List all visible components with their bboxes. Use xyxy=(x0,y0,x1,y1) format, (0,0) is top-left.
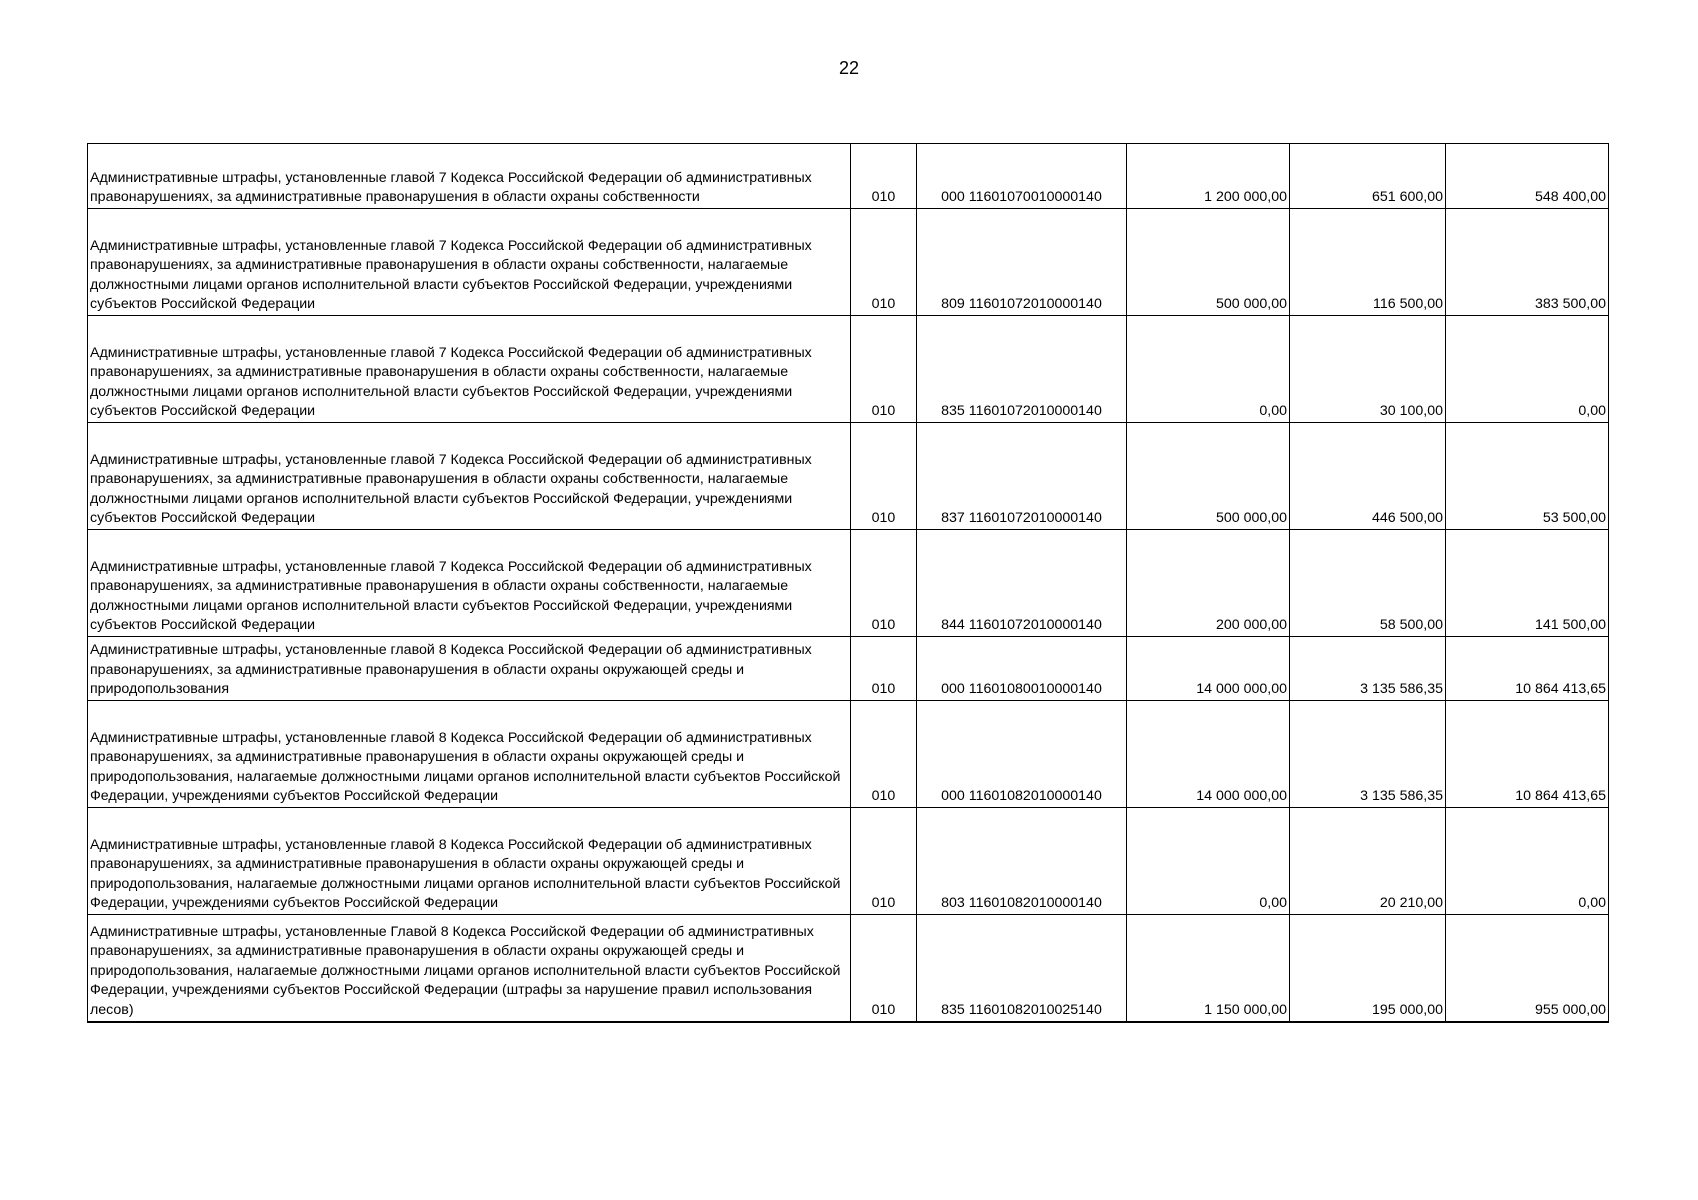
row-unexecuted: 548 400,00 xyxy=(1446,144,1609,209)
table-row xyxy=(88,209,1609,316)
row-name: Административные штрафы, установленные главой 7 Кодекса Российской Федерации об административных правонарушениях, за административные правонарушения в области охраны собственности, налагаемые должностными лицами органов исполнительной власти субъектов Российской Федерации, учреждениями субъектов Российской Федерации xyxy=(88,423,851,530)
row-executed: 20 210,00 xyxy=(1290,808,1446,915)
row-name: Административные штрафы, установленные главой 7 Кодекса Российской Федерации об административных правонарушениях, за административные правонарушения в области охраны собственности xyxy=(88,144,851,209)
row-executed: 58 500,00 xyxy=(1290,530,1446,637)
row-line-code: 010 xyxy=(851,637,917,701)
row-income-code: 837 11601072010000140 xyxy=(917,423,1127,530)
row-name: Административные штрафы, установленные главой 8 Кодекса Российской Федерации об административных правонарушениях, за административные правонарушения в области охраны окружающей среды и природопользования, налагаемые должностными лицами органов исполнительной власти субъектов Российской Федерации, учреждениями субъектов Российской Федерации xyxy=(88,808,851,915)
table-row xyxy=(88,530,1609,637)
row-approved: 14 000 000,00 xyxy=(1127,701,1290,808)
row-unexecuted: 141 500,00 xyxy=(1446,530,1609,637)
row-name: Административные штрафы, установленные Главой 8 Кодекса Российской Федерации об административных правонарушениях, за административные правонарушения в области охраны окружающей среды и природопользования, налагаемые должностными лицами органов исполнительной власти субъектов Российской Федерации, учреждениями субъектов Российской Федерации (штрафы за нарушение правил использования лесов) xyxy=(88,915,851,1022)
row-income-code: 803 11601082010000140 xyxy=(917,808,1127,915)
row-line-code: 010 xyxy=(851,316,917,423)
row-executed: 3 135 586,35 xyxy=(1290,637,1446,701)
row-line-code: 010 xyxy=(851,423,917,530)
row-income-code: 000 11601080010000140 xyxy=(917,637,1127,701)
table-row xyxy=(88,144,1609,209)
row-approved: 500 000,00 xyxy=(1127,209,1290,316)
row-income-code: 000 11601070010000140 xyxy=(917,144,1127,209)
row-name: Административные штрафы, установленные главой 7 Кодекса Российской Федерации об административных правонарушениях, за административные правонарушения в области охраны собственности, налагаемые должностными лицами органов исполнительной власти субъектов Российской Федерации, учреждениями субъектов Российской Федерации xyxy=(88,530,851,637)
table-row xyxy=(88,808,1609,915)
row-line-code: 010 xyxy=(851,701,917,808)
row-executed: 651 600,00 xyxy=(1290,144,1446,209)
row-name: Административные штрафы, установленные главой 8 Кодекса Российской Федерации об административных правонарушениях, за административные правонарушения в области охраны окружающей среды и природопользования, налагаемые должностными лицами органов исполнительной власти субъектов Российской Федерации, учреждениями субъектов Российской Федерации xyxy=(88,701,851,808)
row-approved: 1 200 000,00 xyxy=(1127,144,1290,209)
table-row xyxy=(88,637,1609,701)
row-unexecuted: 10 864 413,65 xyxy=(1446,701,1609,808)
row-unexecuted: 0,00 xyxy=(1446,808,1609,915)
row-line-code: 010 xyxy=(851,915,917,1022)
page-number: 22 xyxy=(838,58,860,78)
row-approved: 1 150 000,00 xyxy=(1127,915,1290,1022)
row-income-code: 809 11601072010000140 xyxy=(917,209,1127,316)
row-name: Административные штрафы, установленные главой 7 Кодекса Российской Федерации об административных правонарушениях, за административные правонарушения в области охраны собственности, налагаемые должностными лицами органов исполнительной власти субъектов Российской Федерации, учреждениями субъектов Российской Федерации xyxy=(88,316,851,423)
row-line-code: 010 xyxy=(851,209,917,316)
row-unexecuted: 0,00 xyxy=(1446,316,1609,423)
row-name: Административные штрафы, установленные главой 7 Кодекса Российской Федерации об административных правонарушениях, за административные правонарушения в области охраны собственности, налагаемые должностными лицами органов исполнительной власти субъектов Российской Федерации, учреждениями субъектов Российской Федерации xyxy=(88,209,851,316)
row-unexecuted: 955 000,00 xyxy=(1446,915,1609,1022)
row-income-code: 835 11601082010025140 xyxy=(917,915,1127,1022)
row-line-code: 010 xyxy=(851,808,917,915)
row-approved: 0,00 xyxy=(1127,808,1290,915)
row-executed: 30 100,00 xyxy=(1290,316,1446,423)
row-approved: 14 000 000,00 xyxy=(1127,637,1290,701)
income-table xyxy=(87,143,1609,1023)
row-line-code: 010 xyxy=(851,144,917,209)
row-executed: 446 500,00 xyxy=(1290,423,1446,530)
row-executed: 116 500,00 xyxy=(1290,209,1446,316)
row-unexecuted: 10 864 413,65 xyxy=(1446,637,1609,701)
table-row xyxy=(88,701,1609,808)
row-income-code: 844 11601072010000140 xyxy=(917,530,1127,637)
table-row xyxy=(88,423,1609,530)
table-row xyxy=(88,915,1609,1022)
row-executed: 195 000,00 xyxy=(1290,915,1446,1022)
row-approved: 500 000,00 xyxy=(1127,423,1290,530)
row-unexecuted: 53 500,00 xyxy=(1446,423,1609,530)
row-income-code: 835 11601072010000140 xyxy=(917,316,1127,423)
table-row xyxy=(88,316,1609,423)
row-executed: 3 135 586,35 xyxy=(1290,701,1446,808)
row-approved: 0,00 xyxy=(1127,316,1290,423)
row-income-code: 000 11601082010000140 xyxy=(917,701,1127,808)
row-unexecuted: 383 500,00 xyxy=(1446,209,1609,316)
row-name: Административные штрафы, установленные главой 8 Кодекса Российской Федерации об административных правонарушениях, за административные правонарушения в области охраны окружающей среды и природопользования xyxy=(88,637,851,701)
row-line-code: 010 xyxy=(851,530,917,637)
row-approved: 200 000,00 xyxy=(1127,530,1290,637)
